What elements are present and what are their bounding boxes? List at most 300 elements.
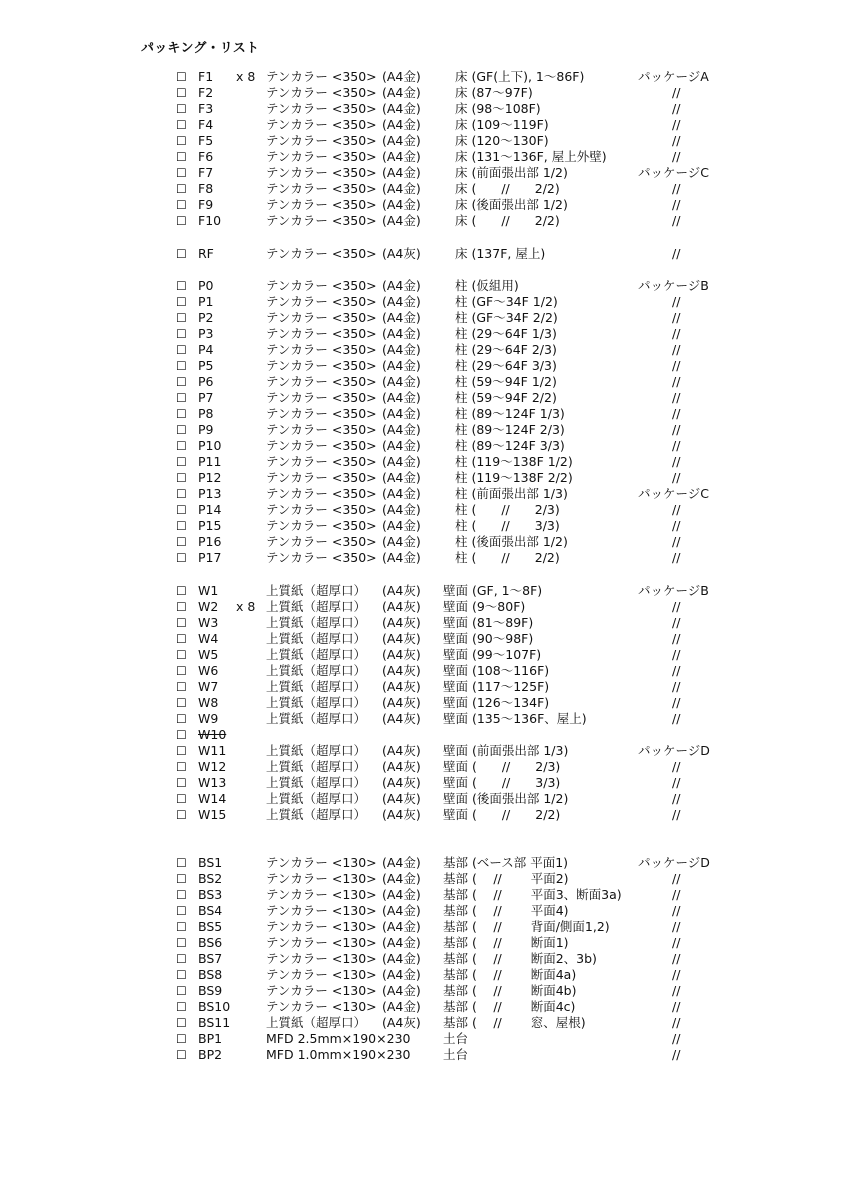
checkbox[interactable]: ☐: [176, 664, 187, 678]
checkbox[interactable]: ☐: [176, 1048, 187, 1062]
item-id: BS1: [198, 855, 223, 870]
item-size: (A4灰): [382, 599, 421, 614]
item-id: W14: [198, 791, 227, 806]
item-size: (A4金): [382, 967, 421, 982]
item-description: 柱 (119〜138F 2/2): [455, 470, 573, 485]
item-id: W11: [198, 743, 227, 758]
item-id: BP2: [198, 1047, 223, 1062]
item-size: (A4金): [382, 454, 421, 469]
checkbox[interactable]: ☐: [176, 616, 187, 630]
item-description: 床 ( // 2/2): [455, 213, 560, 228]
item-quantity: x 8: [236, 599, 256, 614]
item-material: テンカラー <350>: [266, 422, 377, 437]
item-size: (A4金): [382, 197, 421, 212]
item-id: P14: [198, 502, 222, 517]
item-size: (A4金): [382, 165, 421, 180]
item-description: 壁面 (99〜107F): [443, 647, 542, 662]
item-id: W13: [198, 775, 227, 790]
item-package: //: [672, 631, 681, 646]
checkbox[interactable]: ☐: [176, 423, 187, 437]
checkbox[interactable]: ☐: [176, 182, 187, 196]
item-package: //: [672, 983, 681, 998]
item-id: F10: [198, 213, 222, 228]
checkbox[interactable]: ☐: [176, 102, 187, 116]
item-description: 床 (131〜136F, 屋上外壁): [455, 149, 607, 164]
item-material: 上質紙（超厚口）: [266, 759, 367, 774]
item-material: 上質紙（超厚口）: [266, 711, 367, 726]
checkbox[interactable]: ☐: [176, 134, 187, 148]
item-description: 柱 (GF〜34F 2/2): [455, 310, 558, 325]
item-size: (A4金): [382, 887, 421, 902]
item-description: 壁面 (81〜89F): [443, 615, 534, 630]
item-material: 上質紙（超厚口）: [266, 1015, 367, 1030]
item-id: W8: [198, 695, 219, 710]
item-material: テンカラー <350>: [266, 518, 377, 533]
item-package: //: [672, 374, 681, 389]
item-id: BS3: [198, 887, 223, 902]
item-material: テンカラー <130>: [266, 903, 377, 918]
item-size: (A4金): [382, 310, 421, 325]
item-material: テンカラー <350>: [266, 69, 377, 84]
checkbox[interactable]: ☐: [176, 952, 187, 966]
item-package: //: [672, 197, 681, 212]
checkbox[interactable]: ☐: [176, 632, 187, 646]
checkbox[interactable]: ☐: [176, 728, 187, 742]
item-size: (A4金): [382, 470, 421, 485]
item-size: (A4灰): [382, 583, 421, 598]
item-size: (A4金): [382, 983, 421, 998]
item-material: テンカラー <350>: [266, 310, 377, 325]
item-package: //: [672, 903, 681, 918]
item-material: 上質紙（超厚口）: [266, 663, 367, 678]
item-description: 柱 (89〜124F 2/3): [455, 422, 565, 437]
item-description: 床 (120〜130F): [455, 133, 549, 148]
item-description: 柱 ( // 2/3): [455, 502, 560, 517]
item-description: 壁面 ( // 2/2): [443, 807, 561, 822]
item-package: //: [672, 679, 681, 694]
item-id: F6: [198, 149, 214, 164]
checkbox[interactable]: ☐: [176, 856, 187, 870]
checkbox[interactable]: ☐: [176, 118, 187, 132]
checkbox[interactable]: ☐: [176, 455, 187, 469]
item-description: 床 (前面張出部 1/2): [455, 165, 568, 180]
item-id: P0: [198, 278, 214, 293]
item-id: P15: [198, 518, 222, 533]
item-description: 柱 (89〜124F 3/3): [455, 438, 565, 453]
item-description: 壁面 (後面張出部 1/2): [443, 791, 569, 806]
item-package: //: [672, 887, 681, 902]
checkbox[interactable]: ☐: [176, 904, 187, 918]
item-size: (A4金): [382, 855, 421, 870]
item-description: 壁面 (117〜125F): [443, 679, 550, 694]
item-id: F7: [198, 165, 214, 180]
checkbox[interactable]: ☐: [176, 1016, 187, 1030]
item-material: テンカラー <350>: [266, 246, 377, 261]
item-description: 基部 ( // 断面2、3b): [443, 951, 597, 966]
checkbox[interactable]: ☐: [176, 1000, 187, 1014]
item-description: 基部 ( // 平面3、断面3a): [443, 887, 622, 902]
item-description: 壁面 (108〜116F): [443, 663, 550, 678]
item-package: //: [672, 775, 681, 790]
item-material: テンカラー <350>: [266, 165, 377, 180]
item-size: (A4金): [382, 999, 421, 1014]
item-id: F8: [198, 181, 214, 196]
item-package: パッケージA: [638, 69, 709, 84]
item-description: 基部 ( // 背面/側面1,2): [443, 919, 610, 934]
item-material: 上質紙（超厚口）: [266, 807, 367, 822]
checkbox[interactable]: ☐: [176, 936, 187, 950]
item-description: 壁面 (90〜98F): [443, 631, 534, 646]
item-material: 上質紙（超厚口）: [266, 791, 367, 806]
checkbox[interactable]: ☐: [176, 375, 187, 389]
item-material: MFD 2.5mm×190×230: [266, 1031, 411, 1046]
item-material: テンカラー <350>: [266, 133, 377, 148]
item-id: RF: [198, 246, 214, 261]
checkbox[interactable]: ☐: [176, 1032, 187, 1046]
item-material: テンカラー <130>: [266, 951, 377, 966]
checkbox[interactable]: ☐: [176, 776, 187, 790]
item-package: //: [672, 294, 681, 309]
checkbox[interactable]: ☐: [176, 680, 187, 694]
item-size: (A4金): [382, 502, 421, 517]
item-id: W12: [198, 759, 227, 774]
item-description: 基部 ( // 窓、屋根): [443, 1015, 586, 1030]
item-description: 柱 (29〜64F 1/3): [455, 326, 557, 341]
item-id: F9: [198, 197, 214, 212]
item-description: 基部 ( // 断面4b): [443, 983, 577, 998]
item-size: (A4灰): [382, 615, 421, 630]
item-id: BS9: [198, 983, 223, 998]
checkbox[interactable]: ☐: [176, 551, 187, 565]
item-size: (A4金): [382, 919, 421, 934]
item-id: P6: [198, 374, 214, 389]
item-material: テンカラー <350>: [266, 486, 377, 501]
checkbox[interactable]: ☐: [176, 584, 187, 598]
item-id: P4: [198, 342, 214, 357]
item-size: (A4灰): [382, 631, 421, 646]
item-description: 柱 ( // 2/2): [455, 550, 560, 565]
item-description: 基部 ( // 断面1): [443, 935, 569, 950]
checkbox[interactable]: ☐: [176, 744, 187, 758]
item-package: //: [672, 647, 681, 662]
item-material: テンカラー <350>: [266, 374, 377, 389]
checkbox[interactable]: ☐: [176, 808, 187, 822]
item-id: BP1: [198, 1031, 223, 1046]
item-description: 柱 (GF〜34F 1/2): [455, 294, 558, 309]
item-size: (A4金): [382, 85, 421, 100]
checkbox[interactable]: ☐: [176, 712, 187, 726]
checkbox[interactable]: ☐: [176, 519, 187, 533]
item-description: 基部 ( // 平面2): [443, 871, 569, 886]
item-id: P13: [198, 486, 222, 501]
item-package: //: [672, 759, 681, 774]
item-id: P10: [198, 438, 222, 453]
item-id: F4: [198, 117, 214, 132]
item-size: (A4金): [382, 149, 421, 164]
item-material: テンカラー <350>: [266, 85, 377, 100]
item-material: テンカラー <130>: [266, 887, 377, 902]
item-material: 上質紙（超厚口）: [266, 679, 367, 694]
item-material: テンカラー <350>: [266, 117, 377, 132]
item-material: テンカラー <350>: [266, 181, 377, 196]
item-size: (A4金): [382, 518, 421, 533]
item-id: P1: [198, 294, 214, 309]
item-description: 柱 (後面張出部 1/2): [455, 534, 568, 549]
item-size: (A4灰): [382, 759, 421, 774]
checkbox[interactable]: ☐: [176, 86, 187, 100]
checkbox[interactable]: ☐: [176, 920, 187, 934]
checkbox[interactable]: ☐: [176, 696, 187, 710]
item-description: 柱 (89〜124F 1/3): [455, 406, 565, 421]
checkbox[interactable]: ☐: [176, 198, 187, 212]
item-size: (A4金): [382, 935, 421, 950]
item-material: 上質紙（超厚口）: [266, 583, 367, 598]
item-package: パッケージB: [638, 278, 709, 293]
item-material: テンカラー <130>: [266, 967, 377, 982]
item-material: 上質紙（超厚口）: [266, 599, 367, 614]
item-package: //: [672, 999, 681, 1014]
checkbox[interactable]: ☐: [176, 150, 187, 164]
item-size: (A4金): [382, 374, 421, 389]
item-description: 壁面 (前面張出部 1/3): [443, 743, 569, 758]
checkbox[interactable]: ☐: [176, 888, 187, 902]
checkbox[interactable]: ☐: [176, 503, 187, 517]
item-material: 上質紙（超厚口）: [266, 743, 367, 758]
item-id: P7: [198, 390, 214, 405]
item-description: 基部 (ベース部 平面1): [443, 855, 569, 870]
item-description: 柱 (仮組用): [455, 278, 519, 293]
item-package: //: [672, 663, 681, 678]
item-id: W15: [198, 807, 227, 822]
item-description: 床 (GF(上下), 1〜86F): [455, 69, 585, 84]
checkbox[interactable]: ☐: [176, 968, 187, 982]
checkbox[interactable]: ☐: [176, 343, 187, 357]
item-size: (A4金): [382, 326, 421, 341]
item-material: テンカラー <350>: [266, 213, 377, 228]
item-id: BS8: [198, 967, 223, 982]
checkbox[interactable]: ☐: [176, 487, 187, 501]
item-size: (A4金): [382, 342, 421, 357]
item-size: (A4灰): [382, 1015, 421, 1030]
item-quantity: x 8: [236, 69, 256, 84]
item-size: (A4金): [382, 486, 421, 501]
item-package: //: [672, 117, 681, 132]
item-description: 柱 (119〜138F 1/2): [455, 454, 573, 469]
item-id: BS6: [198, 935, 223, 950]
item-material: テンカラー <350>: [266, 326, 377, 341]
item-material: テンカラー <350>: [266, 470, 377, 485]
item-size: (A4灰): [382, 647, 421, 662]
item-description: 柱 (29〜64F 2/3): [455, 342, 557, 357]
item-description: 柱 ( // 3/3): [455, 518, 560, 533]
item-description: 基部 ( // 断面4a): [443, 967, 577, 982]
item-material: テンカラー <350>: [266, 438, 377, 453]
item-description: 床 (98〜108F): [455, 101, 541, 116]
checkbox[interactable]: ☐: [176, 760, 187, 774]
item-material: テンカラー <350>: [266, 454, 377, 469]
checkbox[interactable]: ☐: [176, 214, 187, 228]
checkbox[interactable]: ☐: [176, 311, 187, 325]
item-material: 上質紙（超厚口）: [266, 615, 367, 630]
item-id: W4: [198, 631, 219, 646]
item-size: (A4灰): [382, 695, 421, 710]
item-material: 上質紙（超厚口）: [266, 647, 367, 662]
item-package: パッケージD: [638, 743, 710, 758]
item-id: P9: [198, 422, 214, 437]
item-material: テンカラー <350>: [266, 358, 377, 373]
item-package: //: [672, 871, 681, 886]
item-material: テンカラー <350>: [266, 101, 377, 116]
item-package: //: [672, 711, 681, 726]
item-package: //: [672, 518, 681, 533]
item-material: テンカラー <350>: [266, 342, 377, 357]
item-material: テンカラー <130>: [266, 871, 377, 886]
item-material: 上質紙（超厚口）: [266, 775, 367, 790]
item-material: 上質紙（超厚口）: [266, 695, 367, 710]
checkbox[interactable]: ☐: [176, 471, 187, 485]
page-title: パッキング・リスト: [141, 41, 260, 56]
item-size: (A4灰): [382, 663, 421, 678]
item-description: 床 (137F, 屋上): [455, 246, 546, 261]
item-description: 柱 (29〜64F 3/3): [455, 358, 557, 373]
item-id: BS11: [198, 1015, 231, 1030]
item-description: 壁面 (GF, 1〜8F): [443, 583, 543, 598]
item-package: //: [672, 101, 681, 116]
item-size: (A4金): [382, 213, 421, 228]
item-package: //: [672, 406, 681, 421]
item-description: 壁面 ( // 2/3): [443, 759, 561, 774]
item-material: テンカラー <350>: [266, 390, 377, 405]
item-id: BS5: [198, 919, 223, 934]
item-size: (A4灰): [382, 711, 421, 726]
checkbox[interactable]: ☐: [176, 872, 187, 886]
item-size: (A4金): [382, 133, 421, 148]
checkbox[interactable]: ☐: [176, 327, 187, 341]
item-id: P8: [198, 406, 214, 421]
item-material: テンカラー <350>: [266, 406, 377, 421]
item-size: (A4金): [382, 550, 421, 565]
item-material: テンカラー <130>: [266, 999, 377, 1014]
item-package: //: [672, 550, 681, 565]
item-package: //: [672, 213, 681, 228]
item-size: (A4金): [382, 534, 421, 549]
item-package: //: [672, 326, 681, 341]
item-id: W6: [198, 663, 219, 678]
checkbox[interactable]: ☐: [176, 391, 187, 405]
item-id: W10: [198, 727, 227, 742]
item-id: P17: [198, 550, 222, 565]
item-id: F1: [198, 69, 214, 84]
item-size: (A4灰): [382, 807, 421, 822]
checkbox[interactable]: ☐: [176, 535, 187, 549]
item-size: (A4金): [382, 406, 421, 421]
item-id: W9: [198, 711, 219, 726]
checkbox[interactable]: ☐: [176, 166, 187, 180]
item-package: //: [672, 935, 681, 950]
item-id: F3: [198, 101, 214, 116]
checkbox[interactable]: ☐: [176, 407, 187, 421]
item-package: //: [672, 615, 681, 630]
checkbox[interactable]: ☐: [176, 295, 187, 309]
item-id: P11: [198, 454, 222, 469]
item-size: (A4灰): [382, 743, 421, 758]
item-size: (A4金): [382, 438, 421, 453]
item-description: 壁面 ( // 3/3): [443, 775, 561, 790]
item-id: W2: [198, 599, 219, 614]
item-description: 床 (109〜119F): [455, 117, 549, 132]
checkbox[interactable]: ☐: [176, 648, 187, 662]
item-package: //: [672, 534, 681, 549]
item-size: (A4灰): [382, 775, 421, 790]
item-package: //: [672, 181, 681, 196]
item-package: //: [672, 438, 681, 453]
item-size: (A4金): [382, 358, 421, 373]
item-package: //: [672, 390, 681, 405]
item-package: //: [672, 246, 681, 261]
checkbox[interactable]: ☐: [176, 600, 187, 614]
item-material: テンカラー <130>: [266, 919, 377, 934]
item-package: //: [672, 502, 681, 517]
checkbox[interactable]: ☐: [176, 439, 187, 453]
item-package: //: [672, 695, 681, 710]
checkbox[interactable]: ☐: [176, 70, 187, 84]
item-size: (A4金): [382, 181, 421, 196]
item-size: (A4金): [382, 278, 421, 293]
item-package: パッケージD: [638, 855, 710, 870]
item-package: パッケージC: [638, 165, 709, 180]
item-package: //: [672, 422, 681, 437]
item-size: (A4灰): [382, 791, 421, 806]
item-package: //: [672, 454, 681, 469]
item-description: 壁面 (9〜80F): [443, 599, 526, 614]
item-id: BS2: [198, 871, 223, 886]
item-description: 床 ( // 2/2): [455, 181, 560, 196]
item-package: //: [672, 149, 681, 164]
checkbox[interactable]: ☐: [176, 279, 187, 293]
item-description: 柱 (59〜94F 1/2): [455, 374, 557, 389]
item-material: テンカラー <350>: [266, 550, 377, 565]
item-description: 床 (87〜97F): [455, 85, 533, 100]
item-size: (A4金): [382, 117, 421, 132]
item-package: //: [672, 951, 681, 966]
checkbox[interactable]: ☐: [176, 792, 187, 806]
item-description: 基部 ( // 平面4): [443, 903, 569, 918]
item-package: //: [672, 919, 681, 934]
item-package: パッケージB: [638, 583, 709, 598]
item-package: //: [672, 791, 681, 806]
item-description: 床 (後面張出部 1/2): [455, 197, 568, 212]
item-material: テンカラー <130>: [266, 935, 377, 950]
item-material: テンカラー <350>: [266, 502, 377, 517]
checkbox[interactable]: ☐: [176, 247, 187, 261]
item-id: F2: [198, 85, 214, 100]
item-description: 土台: [443, 1047, 469, 1062]
item-package: //: [672, 1031, 681, 1046]
item-material: テンカラー <350>: [266, 149, 377, 164]
checkbox[interactable]: ☐: [176, 984, 187, 998]
item-id: P2: [198, 310, 214, 325]
item-material: テンカラー <130>: [266, 983, 377, 998]
item-material: テンカラー <350>: [266, 294, 377, 309]
item-package: //: [672, 85, 681, 100]
item-size: (A4金): [382, 390, 421, 405]
checkbox[interactable]: ☐: [176, 359, 187, 373]
item-size: (A4金): [382, 871, 421, 886]
item-description: 土台: [443, 1031, 469, 1046]
item-id: P12: [198, 470, 222, 485]
item-id: W3: [198, 615, 219, 630]
item-id: P3: [198, 326, 214, 341]
